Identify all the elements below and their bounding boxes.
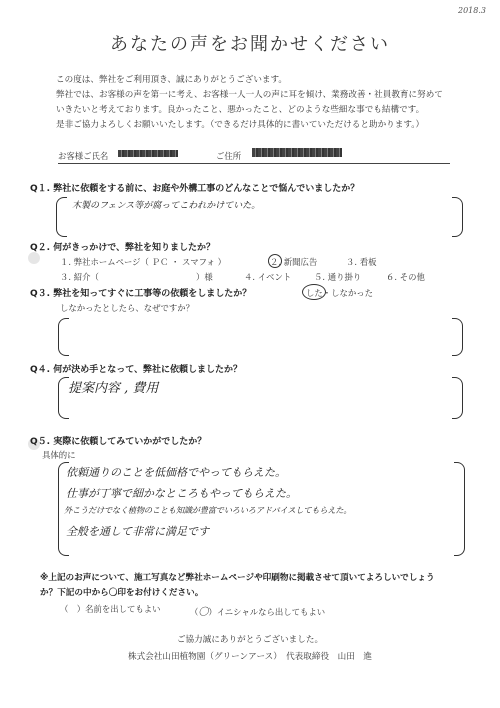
q3-bracket-right	[452, 318, 463, 356]
q2-question: Q２. 何がきっかけで、弊社を知りましたか？	[30, 243, 216, 253]
date-note: 2018.3	[458, 6, 486, 15]
q3-followup: しなかったとしたら、なぜですか？	[60, 303, 194, 313]
customer-underline	[58, 163, 450, 164]
customer-name-label: お客様ご氏名	[58, 151, 109, 161]
permission-option-initials	[190, 603, 325, 618]
q5-answer-line: 仕事が丁寧で細かなところもやってもらえた。	[66, 487, 297, 500]
intro-line: 是非ご協力よろしくお願いいたします。（できるだけ具体的に書いていただけると助かります。）	[56, 120, 425, 130]
customer-address-label: ご住所	[216, 151, 242, 161]
q2-option-event: ４. イベント	[244, 272, 292, 282]
q1-answer: 木製のフェンス等が腐ってこわれかけていた。	[72, 201, 261, 211]
q5-bracket-right	[454, 462, 465, 556]
q2-option-passing: ５. 通り掛り	[314, 272, 362, 282]
permission-option-initials-text: ）イニシャルなら出してもよい	[208, 607, 326, 617]
q2-option-signboard: ３. 看板	[346, 257, 377, 267]
redacted-address	[252, 148, 342, 157]
q5-answer-line: 依頼通りのことを低価格でやってもらえた。	[66, 466, 286, 479]
q4-answer: 提案内容 , 費用	[68, 381, 159, 396]
q2-option-homepage: １. 弊社ホームページ（ ＰＣ ・ スマフォ ）	[60, 257, 226, 267]
q2-option-referral-suffix: ）様	[196, 272, 213, 282]
q1-bracket-left	[56, 197, 67, 237]
company-signature: 株式会社山田植物園（グリーンアース） 代表取締役 山田 進	[127, 652, 373, 662]
q3-selected-circle	[302, 284, 326, 300]
permission-option-name: （ ）名前を出してもよい	[60, 604, 161, 614]
permission-selected-mark: 〇	[198, 607, 209, 618]
q2-option-newspaper: ２. 新聞広告	[270, 257, 318, 267]
permission-line-2: か？下記の中から〇印をお付けください。	[40, 588, 204, 598]
q4-question: Q４. 何が決め手となって、弊社に依頼しましたか？	[30, 365, 243, 375]
q2-option-referral: ３. 紹介（	[60, 272, 99, 282]
q5-answer-line: 外こうだけでなく植物のことも知識が豊富でいろいろアドバイスしてもらえた。	[64, 505, 352, 515]
q1-bracket-right	[452, 197, 463, 237]
q3-question: Q３. 弊社を知ってすぐに工事等の依頼をしましたか？	[30, 289, 252, 299]
redacted-name	[118, 150, 178, 157]
q3-options: した・しなかった	[306, 288, 373, 298]
q1-question: Q１. 弊社に依頼をする前に、お庭や外構工事のどんなことで悩んでいましたか？	[30, 184, 360, 194]
thanks-text: ご協力誠にありがとうございました。	[176, 635, 324, 645]
q2-option-other: ６. その他	[386, 272, 425, 282]
intro-line: いきたいと考えております。良かったこと、悪かったこと、どのような些細な事でも結構です。	[56, 105, 425, 115]
punch-hole	[28, 252, 40, 264]
page-title: あなたの声をお聞かせください	[110, 34, 390, 55]
intro-line: この度は、弊社をご利用頂き、誠にありがとうございます。	[56, 75, 288, 85]
q3-bracket-left	[58, 318, 69, 356]
permission-line-1: ※上記のお声について、施工写真など弊社ホームページや印刷物に掲載させて頂いてよろしいでしょう	[40, 573, 435, 583]
q4-bracket-right	[452, 377, 463, 419]
q2-selected-circle	[268, 254, 282, 268]
intro-line: 弊社では、お客様の声を第一に考え、お客様一人一人の声に耳を傾け、業務改善・社員教育に努めて	[56, 90, 443, 100]
q5-label: 具体的に	[42, 450, 76, 460]
q5-answer-line: 全般を通して非常に満足です	[66, 525, 209, 538]
permission-option-initials-prefix: （	[190, 607, 199, 617]
q5-question: Q５. 実際に依頼してみていかがでしたか？	[30, 437, 207, 447]
